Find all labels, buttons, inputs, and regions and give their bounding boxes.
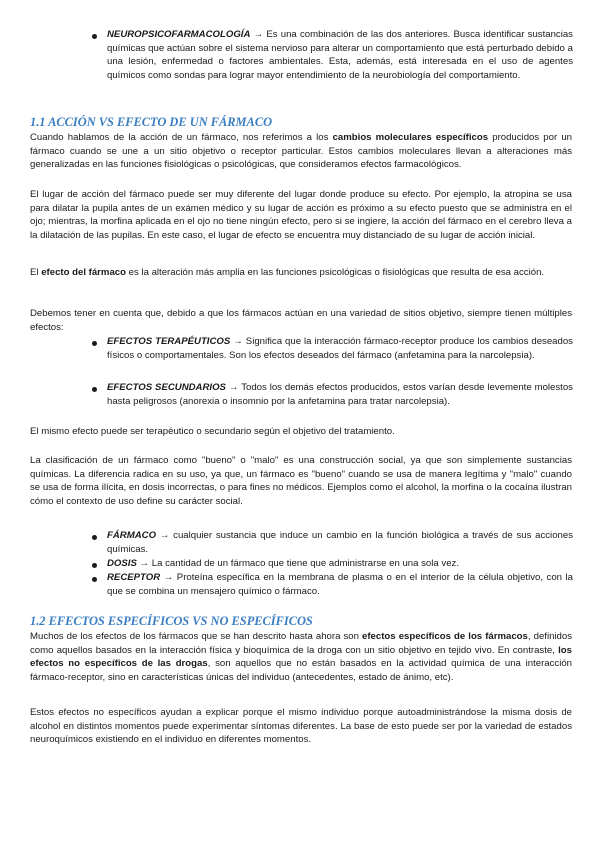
text-run: Cuando hablamos de la acción de un fármaco, nos referimos a los: [30, 132, 333, 143]
bullet-efectos-secundarios: [107, 381, 573, 408]
definition-dosis: [107, 557, 573, 571]
bullet-text: Es una combinación de las dos anteriores. Busca identificar sustancias químicas que actúan sobre el sistema nervioso para alterar un comportamiento que está perturbado debido a una lesión, enfermedad o factores ambientales. Esta, además, está interesada en el uso de agentes químicos como sondas para lograr mayor entendimiento de la neurobiología del comportamiento.: [107, 29, 573, 81]
bullet-icon: [92, 34, 97, 39]
bold-text: los efectos no específicos de las drogas: [30, 644, 572, 670]
arrow-icon: →: [250, 29, 267, 40]
paragraph-multiples-efectos: Debemos tener en cuenta que, debido a que los fármacos actúan en una variedad de sitios objetivo, siempre tienen múltiples efectos:: [30, 308, 572, 333]
bullet-icon: [92, 577, 97, 582]
paragraph-efectos-especificos: [30, 630, 572, 684]
section-heading-1-2: 1.2 EFECTOS ESPECÍFICOS VS NO ESPECÍFICOS: [30, 614, 313, 628]
arrow-icon: →: [136, 558, 152, 569]
bullet-text: Significa que la interacción fármaco-receptor produce los cambios deseados físicos o comportamentales. Son los efectos deseados del fármaco (anfetamina para la narcolepsia).: [107, 336, 573, 361]
paragraph-clasificacion: La clasificación de un fármaco como "bueno" o "malo" es una construcción social, ya que son simplemente sustancias químicas. La diferencia radica en su uso, ya que, un fármaco es "bueno" cuando se usa de manera legítima y "malo" cuando se usa de forma ilícita, en dosis incorrectas, o para fines no médicos. Ejemplos como el alcohol, la morfina o la cocaína ilustran cómo el contexto de uso define su carácter social.: [30, 455, 572, 507]
arrow-icon: →: [160, 572, 177, 583]
text-run: es la alteración más amplia en las funciones psicológicas o fisiológicas que resulta de esa acción.: [125, 267, 545, 278]
paragraph-mismo-efecto: El mismo efecto puede ser terapéutico o secundario según el objetivo del tratamiento.: [30, 426, 395, 437]
bullet-icon: [92, 387, 97, 392]
bullet-icon: [92, 341, 97, 346]
text-run: Muchos de los efectos de los fármacos que se han descrito hasta ahora son: [30, 631, 363, 642]
bullet-icon: [92, 535, 97, 540]
bullet-efectos-terapeuticos: [107, 335, 573, 362]
paragraph-efectos-no-especificos: Estos efectos no específicos ayudan a explicar porque el mismo individuo porque autoadministrándose la misma dosis de alcohol en distintos momentos puede experimentar síntomas diferentes. La base de esto puede ser por la variedad de estados neuroquímicos existiendo en el individuo en diferentes momentos.: [30, 707, 572, 746]
bullet-text: La cantidad de un fármaco que tiene que administrarse en una sola vez.: [151, 558, 459, 569]
text-run: El: [30, 267, 42, 278]
text-run: , son aquellos que no están basados en la actividad química de una interacción fármaco-receptor, sino en características únicas del individuo (antecedentes, estado de ánimo, etc).: [30, 658, 572, 683]
bullet-icon: [92, 563, 97, 568]
bullet-term: NEUROPSICOFARMACOLOGÍA: [107, 29, 251, 40]
paragraph-lugar-accion: El lugar de acción del fármaco puede ser muy diferente del lugar donde produce su efecto. Por ejemplo, la atropina se usa para dilatar la pupila antes de un exámen médico y su lugar de acción es próximo a su efecto puesto que se administra en el ojo; mientras, la morfina aplicada en el ojo no tiene ningún efecto, pero si se ingiere, la acción del fármaco en el cerebro lleva a la dilatación de las pupilas. En este caso, el lugar de efecto se encuentra muy distanciado de su lugar de acción inicial.: [30, 189, 572, 241]
bullet-term: EFECTOS SECUNDARIOS: [107, 382, 226, 393]
bullet-text: Proteína específica en la membrana de plasma o en el interior de la célula objetivo, con la que se combina un mensajero químico o fármaco.: [107, 572, 573, 597]
bullet-neuropsicofarmacologia: [107, 28, 573, 82]
paragraph-efecto: [30, 266, 572, 280]
section-heading-1-1: 1.1 ACCIÓN VS EFECTO DE UN FÁRMACO: [30, 115, 273, 129]
arrow-icon: →: [225, 382, 242, 393]
bullet-text: cualquier sustancia que induce un cambio en la función biológica a través de sus acciones químicas.: [107, 530, 573, 555]
bullet-term: EFECTOS TERAPÉUTICOS: [107, 336, 231, 347]
arrow-icon: →: [156, 530, 174, 541]
bullet-text: Todos los demás efectos producidos, estos varían desde levemente molestos hasta peligrosos (anorexia o insomnio por la anfetamina para tratar narcolepsia).: [107, 382, 573, 407]
text-run: , definidos como aquellos basados en la interacción física y bioquímica de la droga con un sitio objetivo en tejido vivo. En contraste,: [30, 631, 573, 656]
bold-text: efecto del fármaco: [41, 267, 126, 278]
bullet-term: FÁRMACO: [107, 530, 157, 541]
definition-receptor: [107, 571, 573, 598]
bullet-term: DOSIS: [107, 558, 137, 569]
text-run: producidos por un fármaco cuando se une a un sitio objetivo o receptor particular. Estos cambios moleculares llevan a alteraciones más generalizadas en las funciones fisiológicas o psicológicas, que consideramos efectos farmacológicos.: [30, 132, 572, 171]
definition-farmaco: [107, 529, 573, 556]
bold-text: efectos específicos de los fármacos: [362, 631, 528, 642]
bullet-term: RECEPTOR: [107, 572, 161, 583]
arrow-icon: →: [230, 336, 246, 347]
paragraph-accion: [30, 131, 572, 172]
bold-text: cambios moleculares específicos: [332, 132, 489, 143]
